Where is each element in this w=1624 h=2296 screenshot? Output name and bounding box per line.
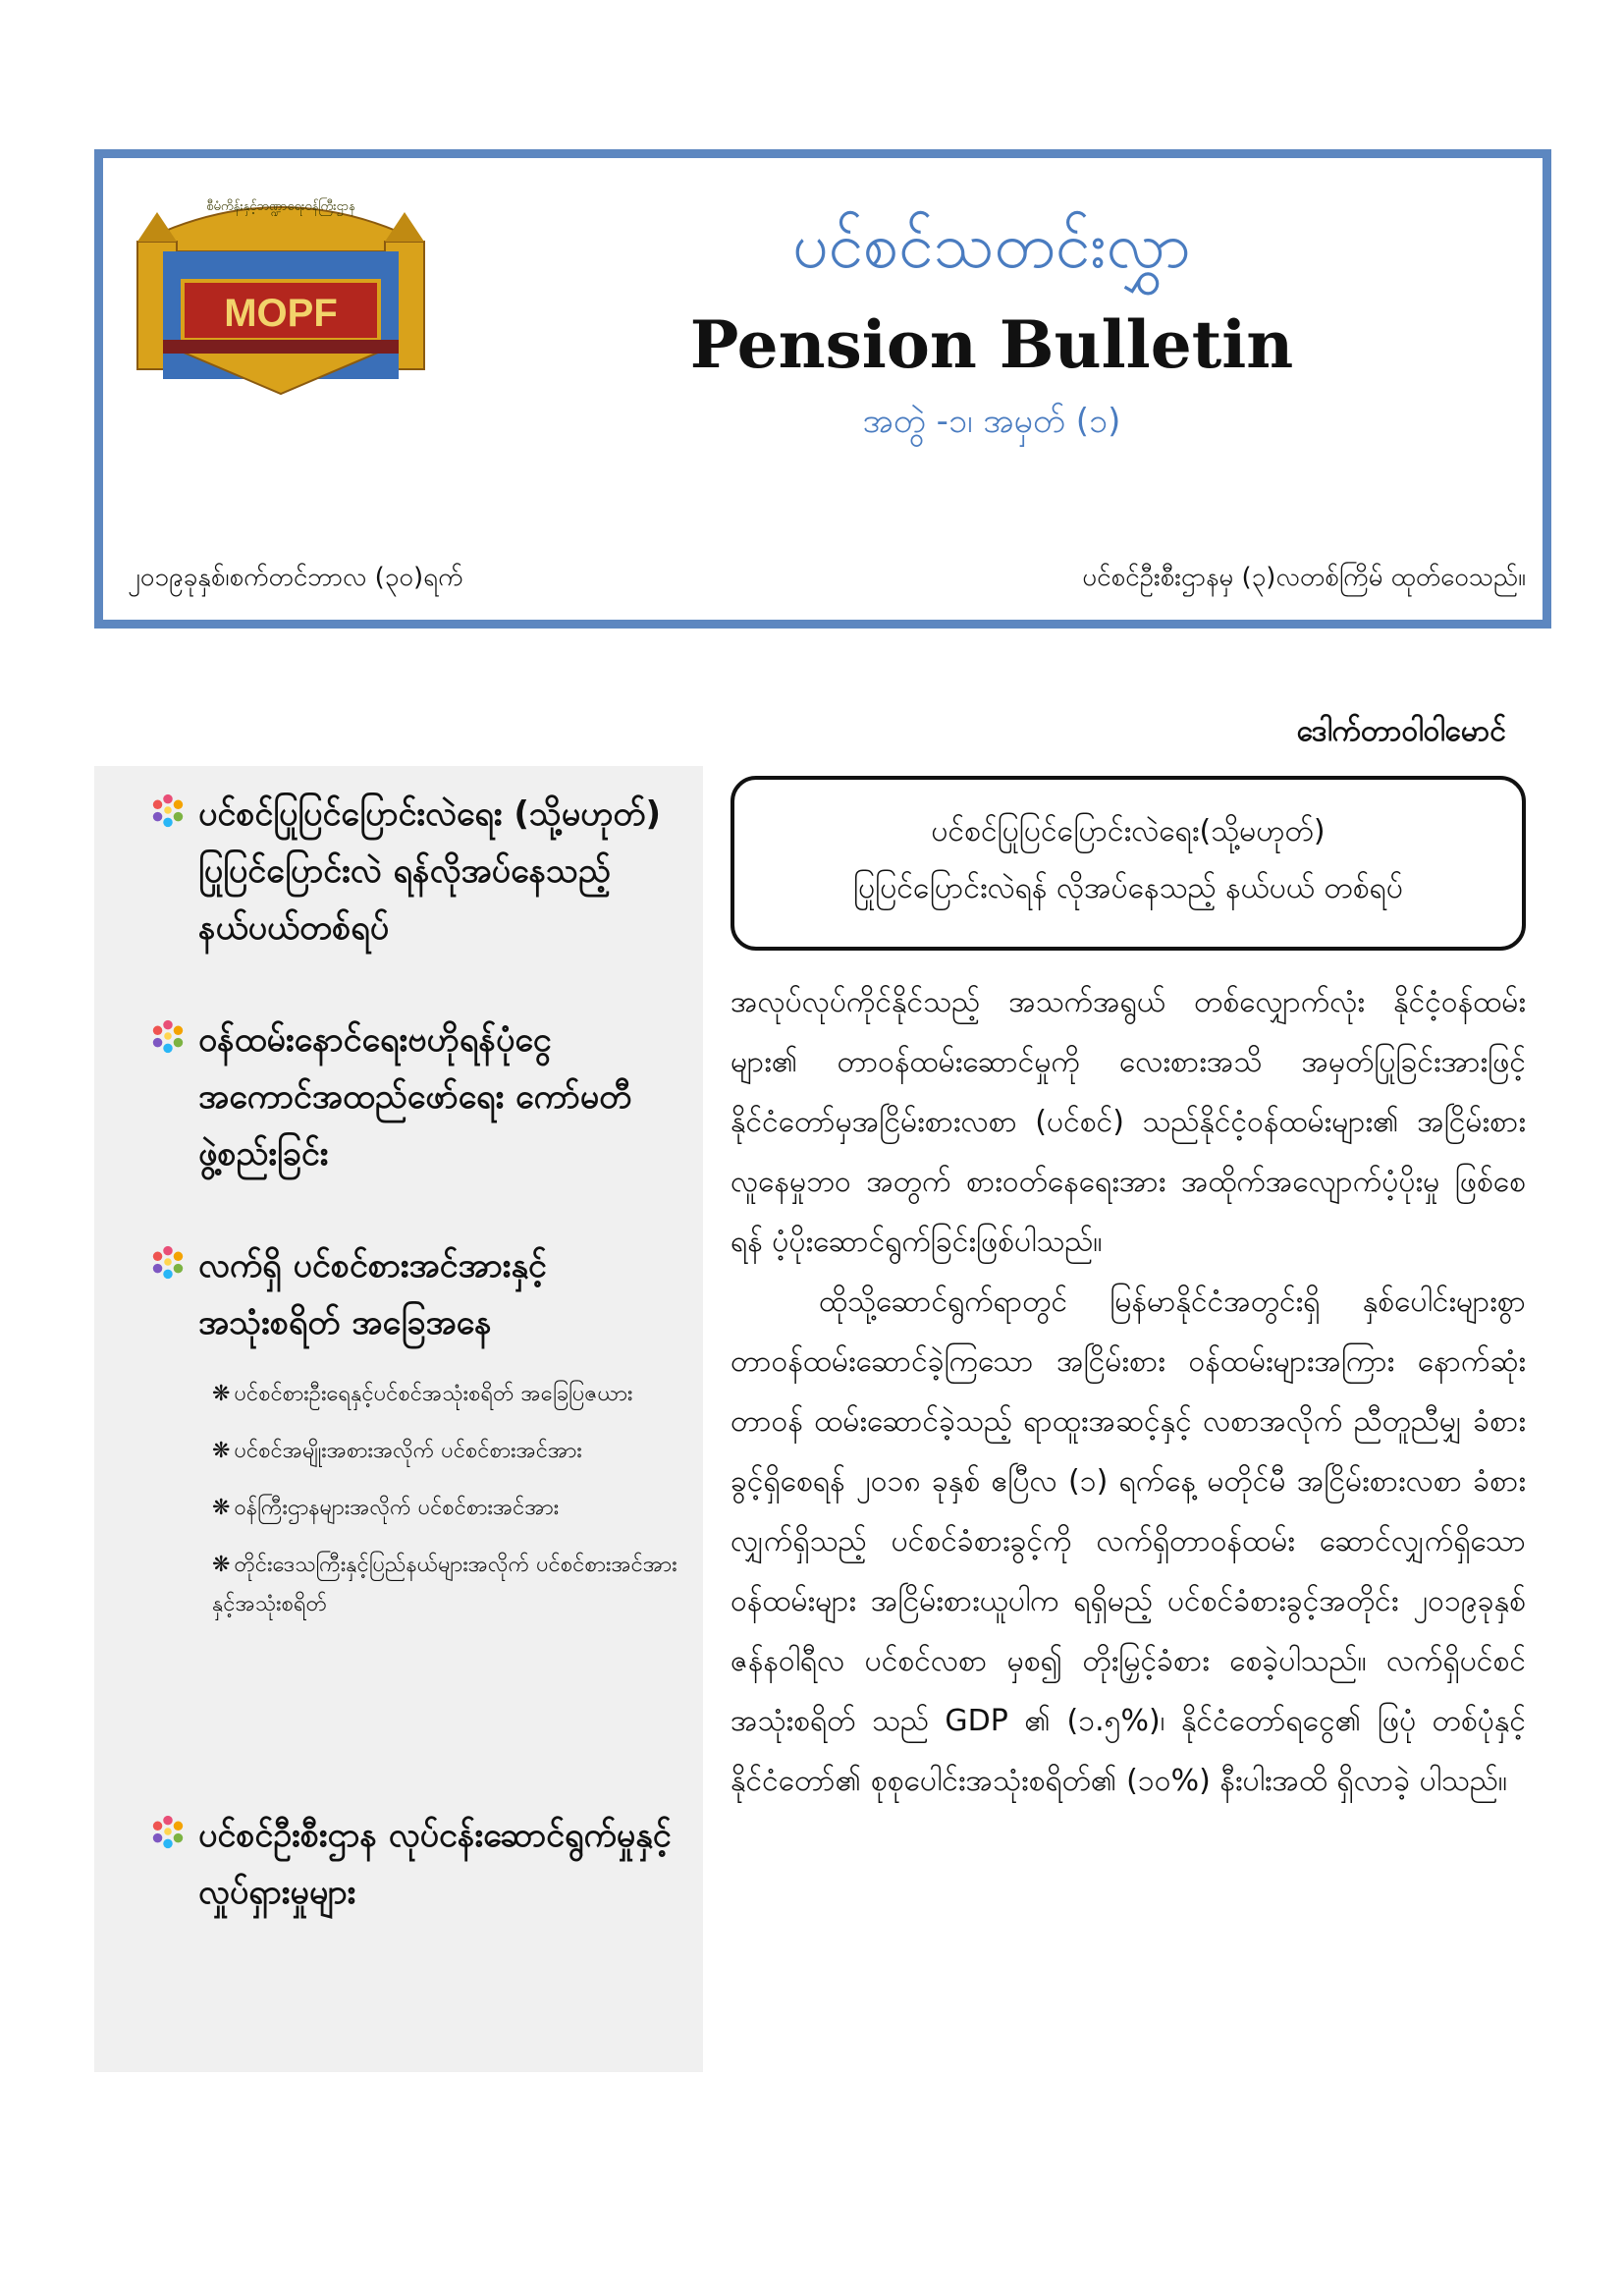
toc-title: ပင်စင်ဦးစီးဌာန လုပ်ငန်းဆောင်ရွက်မှုနှင့် လှုပ်ရှားမှုများ <box>198 1816 672 1912</box>
bulletin-title-myanmar: ပင်စင်သတင်းလွှာ <box>792 210 1191 283</box>
toc-subitem-label: တိုင်းဒေသကြီးနှင့်ပြည်နယ်များအလိုက် ပင်စင်စားအင်အားနှင့်အသုံးစရိတ် <box>212 1553 677 1616</box>
article-headline-line: ပြုပြင်ပြောင်းလဲရန် လိုအပ်နေသည့် နယ်ပယ် တစ်ရပ် <box>853 871 1403 905</box>
mopf-logo-graphic <box>124 192 438 399</box>
toc-item[interactable] <box>149 1011 699 1208</box>
toc-subitem[interactable] <box>212 1432 683 1471</box>
bulletin-title-english: Pension Bulletin <box>689 306 1294 383</box>
bullet-icon: ❋ <box>212 1553 231 1577</box>
toc-title: ဝန်ထမ်းနောင်ရေးဗဟိုရန်ပုံငွေ အကောင်အထည်ဖော်ရေး ကော်မတီဖွဲ့စည်းခြင်း <box>198 1020 632 1174</box>
toc-subitem-label: ပင်စင်အမျိုးအစားအလိုက် ပင်စင်စားအင်အား <box>234 1439 582 1463</box>
toc-subitems <box>212 1375 683 1642</box>
toc-subitem-label: ဝန်ကြီးဌာနများအလိုက် ပင်စင်စားအင်အား <box>234 1496 560 1520</box>
bullet-icon: ❋ <box>212 1439 231 1463</box>
contents-sidebar <box>94 766 703 2072</box>
author-name: ဒေါက်တာဝါဝါမောင် <box>1296 714 1506 748</box>
flower-icon <box>149 1017 187 1055</box>
article-headline-box <box>731 776 1526 951</box>
flower-icon <box>149 792 187 829</box>
logo-text: MOPF <box>224 292 338 335</box>
article-paragraph: အလုပ်လုပ်ကိုင်နိုင်သည့် အသက်အရွယ် တစ်လျှောက်လုံး နိုင်ငံ့ဝန်ထမ်းများ၏ တာဝန်ထမ်းဆောင်မှုကို လေးစားအသိ အမှတ်ပြုခြင်းအားဖြင့်နိုင်ငံတော်မှအငြိမ်းစားလစာ (ပင်စင်) သည်နိုင်ငံ့ဝန်ထမ်းများ၏ အငြိမ်းစားလူနေမှုဘဝ အတွက် စားဝတ်နေရေးအား အထိုက်အလျောက်ပံ့ပိုးမှု ဖြစ်စေရန် ပံ့ပိုးဆောင်ရွက်ခြင်းဖြစ်ပါသည်။ <box>731 985 1526 1259</box>
toc-subitem[interactable] <box>212 1489 683 1528</box>
toc-subitem[interactable] <box>212 1375 683 1414</box>
flower-icon <box>149 1243 187 1281</box>
flower-icon <box>149 1813 187 1850</box>
article-headline-line: ပင်စင်ပြုပြင်ပြောင်းလဲရေး(သို့မဟုတ်) <box>931 814 1326 848</box>
bullet-icon: ❋ <box>212 1382 231 1406</box>
article-body <box>731 972 1526 1811</box>
mopf-logo <box>124 192 438 399</box>
toc-item[interactable] <box>149 786 699 982</box>
logo-banner-text: စီမံကိန်းနှင့်ဘဏ္ဍာရေးဝန်ကြီးဌာန <box>206 199 355 214</box>
toc-item[interactable] <box>149 1807 699 2003</box>
bullet-icon: ❋ <box>212 1496 231 1520</box>
article-paragraph: ထိုသို့ဆောင်ရွက်ရာတွင် မြန်မာနိုင်ငံအတွင်းရှိ နှစ်ပေါင်းများစွာ တာဝန်ထမ်းဆောင်ခဲ့ကြသော အငြိမ်းစား ဝန်ထမ်းများအကြား နောက်ဆုံးတာဝန် ထမ်းဆောင်ခဲ့သည့် ရာထူးအဆင့်နှင့် လစာအလိုက် ညီတူညီမျှ ခံစားခွင့်ရှိစေရန် ၂၀၁၈ ခုနှစ် ဧပြီလ (၁) ရက်နေ့ မတိုင်မီ အငြိမ်းစားလစာ ခံစားလျှက်ရှိသည့် ပင်စင်ခံစားခွင့်ကို လက်ရှိတာဝန်ထမ်း ဆောင်လျှက်ရှိသော ဝန်ထမ်းများ အငြိမ်းစားယူပါက ရရှိမည့် ပင်စင်ခံစားခွင့်အတိုင်း ၂၀၁၉ခုနှစ် ဇန်နဝါရီလ ပင်စင်လစာ မှစ၍ တိုးမြှင့်ခံစား စေခဲ့ပါသည်။ လက်ရှိပင်စင်အသုံးစရိတ် သည် GDP ၏ (၁.၅%)၊ နိုင်ငံတော်ရငွေ၏ ဖြပုံ တစ်ပုံနှင့် နိုင်ငံတော်၏ စုစုပေါင်းအသုံးစရိတ်၏ (၁၀%) နီးပါးအထိ ရှိလာခဲ့ ပါသည်။ <box>731 1285 1526 1798</box>
toc-title: လက်ရှိ ပင်စင်စားအင်အားနှင့် အသုံးစရိတ် အခြေအနေ <box>198 1246 547 1342</box>
toc-title: ပင်စင်ပြုပြင်ပြောင်းလဲရေး (သို့မဟုတ်) ပြုပြင်ပြောင်းလဲ ရန်လိုအပ်နေသည့်နယ်ပယ်တစ်ရပ် <box>198 794 662 948</box>
toc-subitem[interactable] <box>212 1546 683 1624</box>
publisher-note: ပင်စင်ဦးစီးဌာနမှ (၃)လတစ်ကြိမ် ထုတ်ဝေသည်။ <box>1082 563 1526 592</box>
volume-number: အတွဲ -၁၊ အမှတ် (၁) <box>862 402 1121 441</box>
issue-date: ၂၀၁၉ခုနှစ်၊စက်တင်ဘာလ (၃၀)ရက် <box>128 563 463 592</box>
toc-subitem-label: ပင်စင်စားဦးရေနှင့်ပင်စင်အသုံးစရိတ် အခြေပြဇယား <box>234 1382 633 1406</box>
toc-item[interactable] <box>149 1237 699 1375</box>
